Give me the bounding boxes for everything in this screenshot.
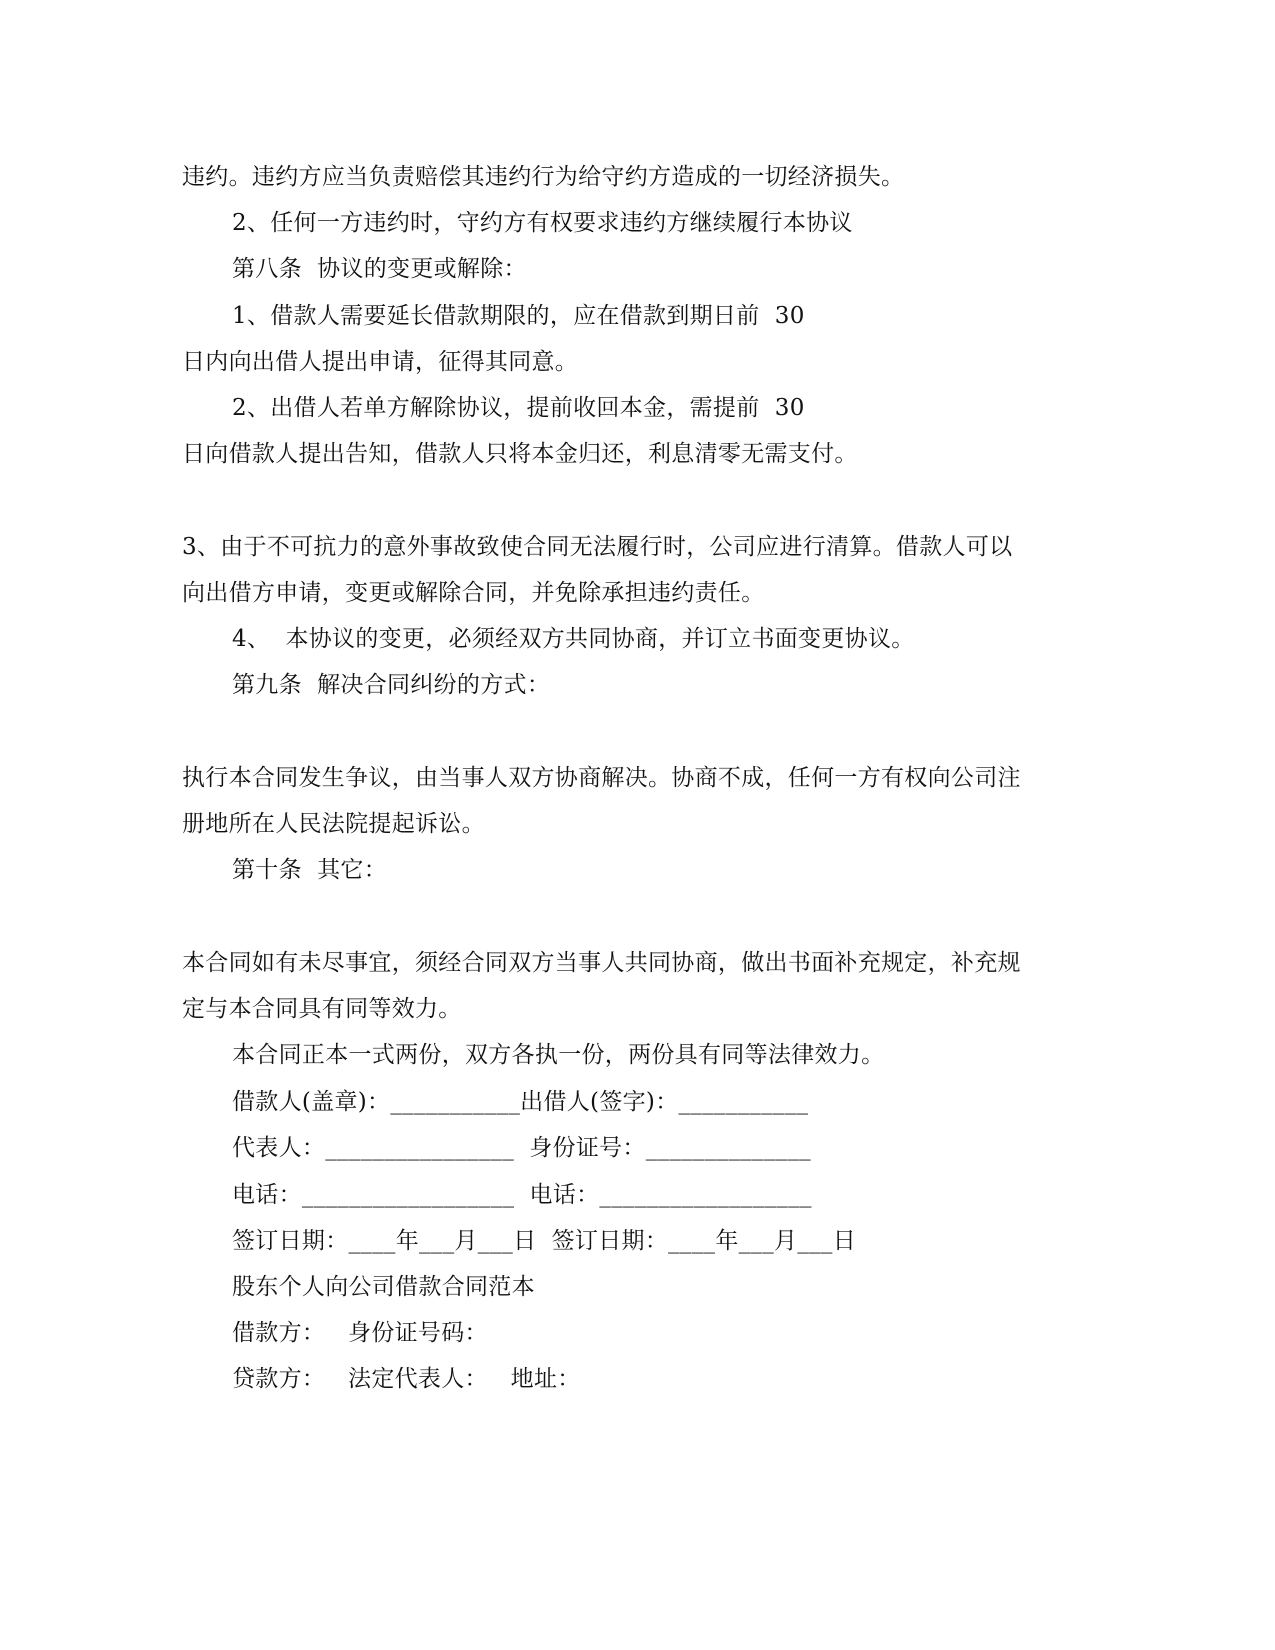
section-heading: 第八条 协议的变更或解除： xyxy=(232,256,527,282)
signature-line: 代表人：________________ 身份证号：______________ xyxy=(232,1135,811,1161)
paragraph-line: 1、借款人需要延长借款期限的，应在借款到期日前 30 xyxy=(232,303,805,329)
party-line: 贷款方： 法定代表人： 地址： xyxy=(232,1366,581,1392)
paragraph-line: 向出借方申请，变更或解除合同，并免除承担违约责任。 xyxy=(182,580,765,606)
signature-line: 签订日期：____年___月___日 签订日期：____年___月___日 xyxy=(232,1228,857,1254)
paragraph-line: 本合同如有未尽事宜，须经合同双方当事人共同协商，做出书面补充规定，补充规 xyxy=(182,950,1021,976)
paragraph-line: 册地所在人民法院提起诉讼。 xyxy=(182,811,485,837)
party-line: 借款方： 身份证号码： xyxy=(232,1320,488,1346)
paragraph-line: 日内向出借人提出申请，征得其同意。 xyxy=(182,349,579,375)
section-heading: 第九条 解决合同纠纷的方式： xyxy=(232,672,551,698)
paragraph-line: 定与本合同具有同等效力。 xyxy=(182,996,462,1022)
paragraph-line: 本合同正本一式两份，双方各执一份，两份具有同等法律效力。 xyxy=(232,1042,885,1068)
paragraph-line: 2、出借人若单方解除协议，提前收回本金，需提前 30 xyxy=(232,395,805,421)
section-heading: 第十条 其它： xyxy=(232,857,388,883)
signature-line: 电话：__________________ 电话：__________________ xyxy=(232,1182,812,1208)
paragraph-line: 日向借款人提出告知，借款人只将本金归还，利息清零无需支付。 xyxy=(182,441,858,467)
paragraph-line: 违约。违约方应当负责赔偿其违约行为给守约方造成的一切经济损失。 xyxy=(182,164,905,190)
paragraph-line: 4、 本协议的变更，必须经双方共同协商，并订立书面变更协议。 xyxy=(232,626,915,652)
paragraph-line: 3、由于不可抗力的意外事故致使合同无法履行时，公司应进行清算。借款人可以 xyxy=(182,534,1013,560)
paragraph-line: 执行本合同发生争议，由当事人双方协商解决。协商不成，任何一方有权向公司注 xyxy=(182,765,1021,791)
document-title: 股东个人向公司借款合同范本 xyxy=(232,1274,535,1300)
paragraph-line: 2、任何一方违约时，守约方有权要求违约方继续履行本协议 xyxy=(232,210,853,236)
signature-line: 借款人(盖章)：___________出借人(签字)：___________ xyxy=(232,1089,809,1115)
